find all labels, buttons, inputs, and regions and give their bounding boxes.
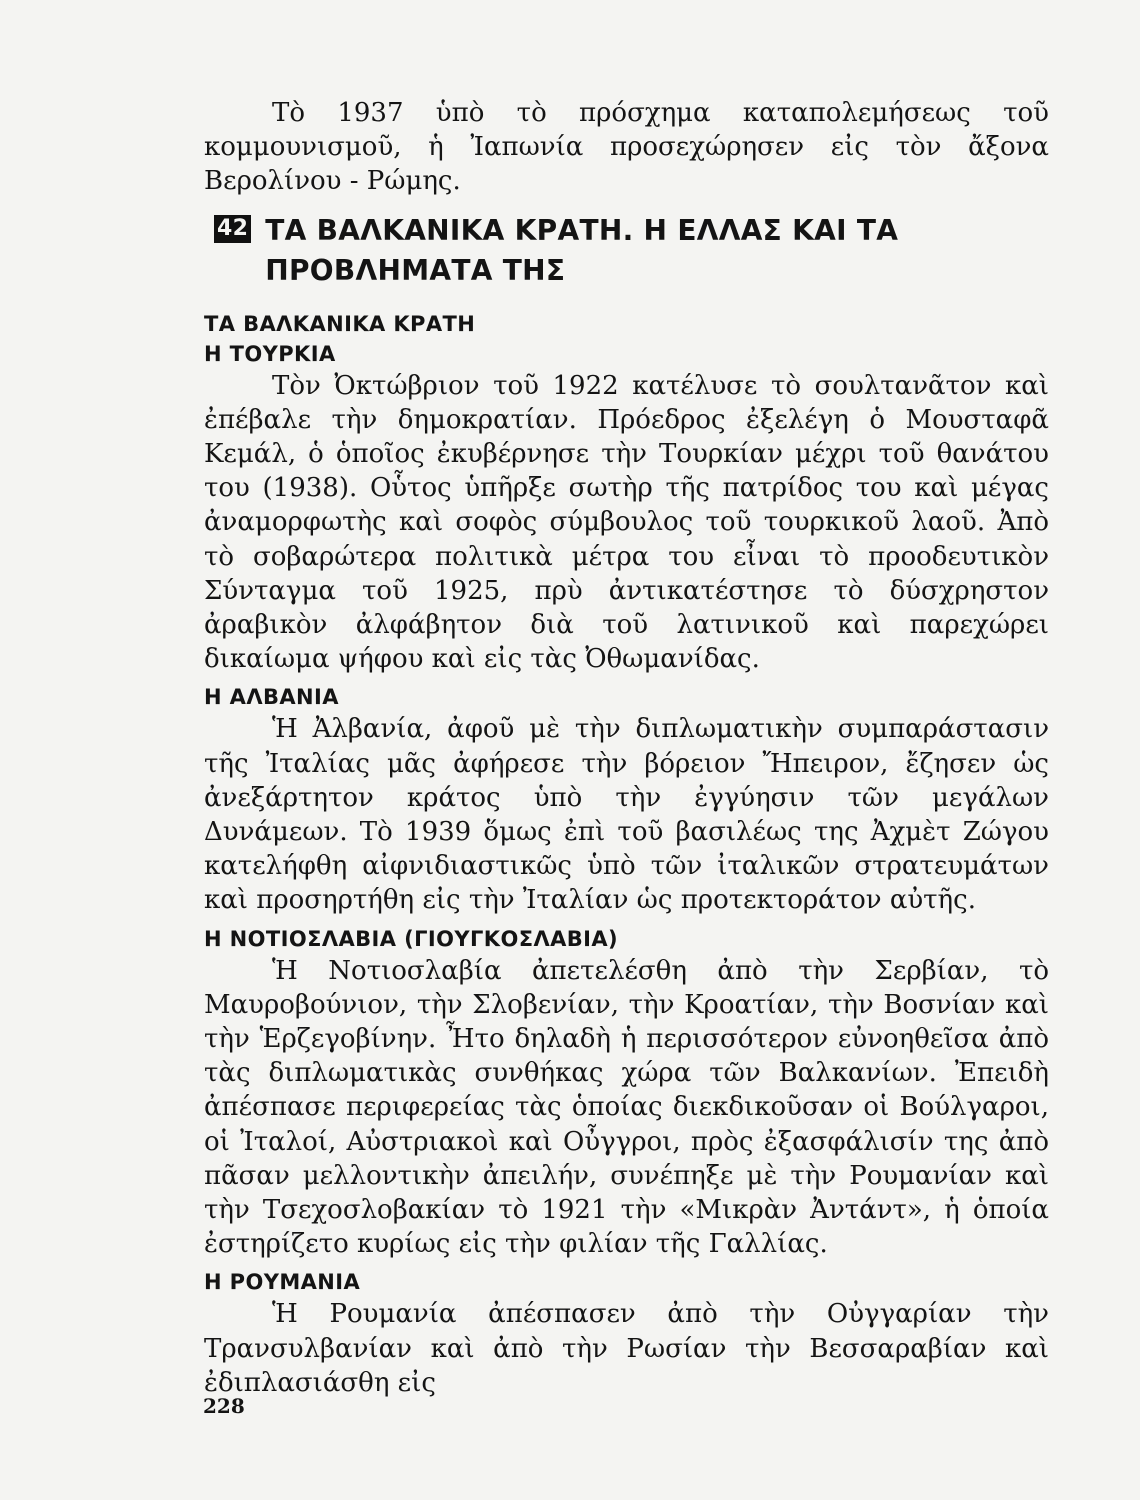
intro-paragraph: Τὸ 1937 ὑπὸ τὸ πρόσχημα καταπολεμήσεως τοῦ κομμουνισμοῦ, ἡ Ἰαπωνία προσεχώρησεν εἰς τὸν ἄξονα Βερολίνου - Ρώμης. <box>204 98 1049 197</box>
subsection-heading-turkey: Η ΤΟΥΡΚΙΑ <box>204 341 336 366</box>
page-content <box>204 96 1049 1400</box>
paragraph-albania: Ἡ Ἀλβανία, ἀφοῦ μὲ τὴν διπλωματικὴν συμπαράστασιν τῆς Ἰταλίας μᾶς ἀφήρεσε τὴν βόρειον Ἤπειρον, ἔζησεν ὡς ἀνεξάρτητον κράτος ὑπὸ τὴν ἐγγύησιν τῶν μεγάλων Δυνάμεων. Τὸ 1939 ὅμως ἐπὶ τοῦ βασιλέως της Ἀχμὲτ Ζώγου κατελήφθη αἰφνιδιαστικῶς ὑπὸ τῶν ἰταλικῶν στρατευμάτων καὶ προσηρτήθη εἰς τὴν Ἰταλίαν ὡς προτεκτοράτον αὐτῆς. <box>204 714 1049 916</box>
paragraph-turkey: Τὸν Ὀκτώβριον τοῦ 1922 κατέλυσε τὸ σουλτανᾶτον καὶ ἐπέβαλε τὴν δημοκρατίαν. Πρόεδρος ἐξελέγη ὁ Μουσταφᾶ Κεμάλ, ὁ ὁποῖος ἐκυβέρνησε τὴν Τουρκίαν μέχρι τοῦ θανάτου του (1938). Οὗτος ὑπῆρξε σωτὴρ τῆς πατρίδος του καὶ μέγας ἀναμορφωτὴς καὶ σοφὸς σύμβουλος τοῦ τουρκικοῦ λαοῦ. Ἀπὸ τὸ σοβαρώτερα πολιτικὰ μέτρα του εἶναι τὸ προοδευτικὸν Σύνταγμα τοῦ 1925, πρὺ ἀντικατέστησε τὸ δύσχρηστον ἀραβικὸν ἀλφάβητον διὰ τοῦ λατινικοῦ καὶ παρεχώρει δικαίωμα ψήφου καὶ εἰς τὰς Ὀθωμανίδας. <box>204 370 1049 675</box>
chapter-title-text: ΤΑ ΒΑΛΚΑΝΙΚΑ ΚΡΑΤΗ. Η ΕΛΛΑΣ ΚΑΙ ΤΑ ΠΡΟΒΛΗΜΑΤΑ ΤΗΣ <box>265 213 899 287</box>
subsection-heading-albania: Η ΑΛΒΑΝΙΑ <box>204 685 339 710</box>
chapter-title <box>214 211 1049 291</box>
section-heading: ΤΑ ΒΑΛΚΑΝΙΚΑ ΚΡΑΤΗ <box>204 311 476 336</box>
paragraph-yugoslavia: Ἡ Νοτιοσλαβία ἀπετελέσθη ἀπὸ τὴν Σερβίαν, τὸ Μαυροβούνιον, τὴν Σλοβενίαν, τὴν Κροατίαν, τὴν Βοσνίαν καὶ τὴν Ἑρζεγοβίνην. Ἦτο δηλαδὴ ἡ περισσότερον εὐνοηθεῖσα ἀπὸ τὰς διπλωματικὰς συνθήκας χώρα τῶν Βαλκανίων. Ἐπειδὴ ἀπέσπασε περιφερείας τὰς ὁποίας διεκδικοῦσαν οἱ Βούλγαροι, οἱ Ἰταλοί, Αὐστριακοὶ καὶ Οὖγγροι, πρὸς ἐξασφάλισίν της ἀπὸ πᾶσαν μελλοντικὴν ἀπειλήν, συνέπηξε μὲ τὴν Ρουμανίαν καὶ τὴν Τσεχοσλοβακίαν τὸ 1921 τὴν «Μικρὰν Ἀντάντ», ἡ ὁποία ἐστηρίζετο κυρίως εἰς τὴν φιλίαν τῆς Γαλλίας. <box>204 955 1049 1260</box>
chapter-number-badge: 42 <box>214 215 251 243</box>
page-number: 228 <box>203 1394 245 1418</box>
subsection-heading-yugoslavia: Η ΝΟΤΙΟΣΛΑΒΙΑ (ΓΙΟΥΓΚΟΣΛΑΒΙΑ) <box>204 926 619 951</box>
subsection-heading-romania: Η ΡΟΥΜΑΝΙΑ <box>204 1270 361 1295</box>
paragraph-romania: Ἡ Ρουμανία ἀπέσπασεν ἀπὸ τὴν Οὐγγαρίαν τὴν Τρανσυλβανίαν καὶ ἀπὸ τὴν Ρωσίαν τὴν Βεσσαραβίαν καὶ ἐδιπλασιάσθη εἰς <box>204 1299 1049 1398</box>
